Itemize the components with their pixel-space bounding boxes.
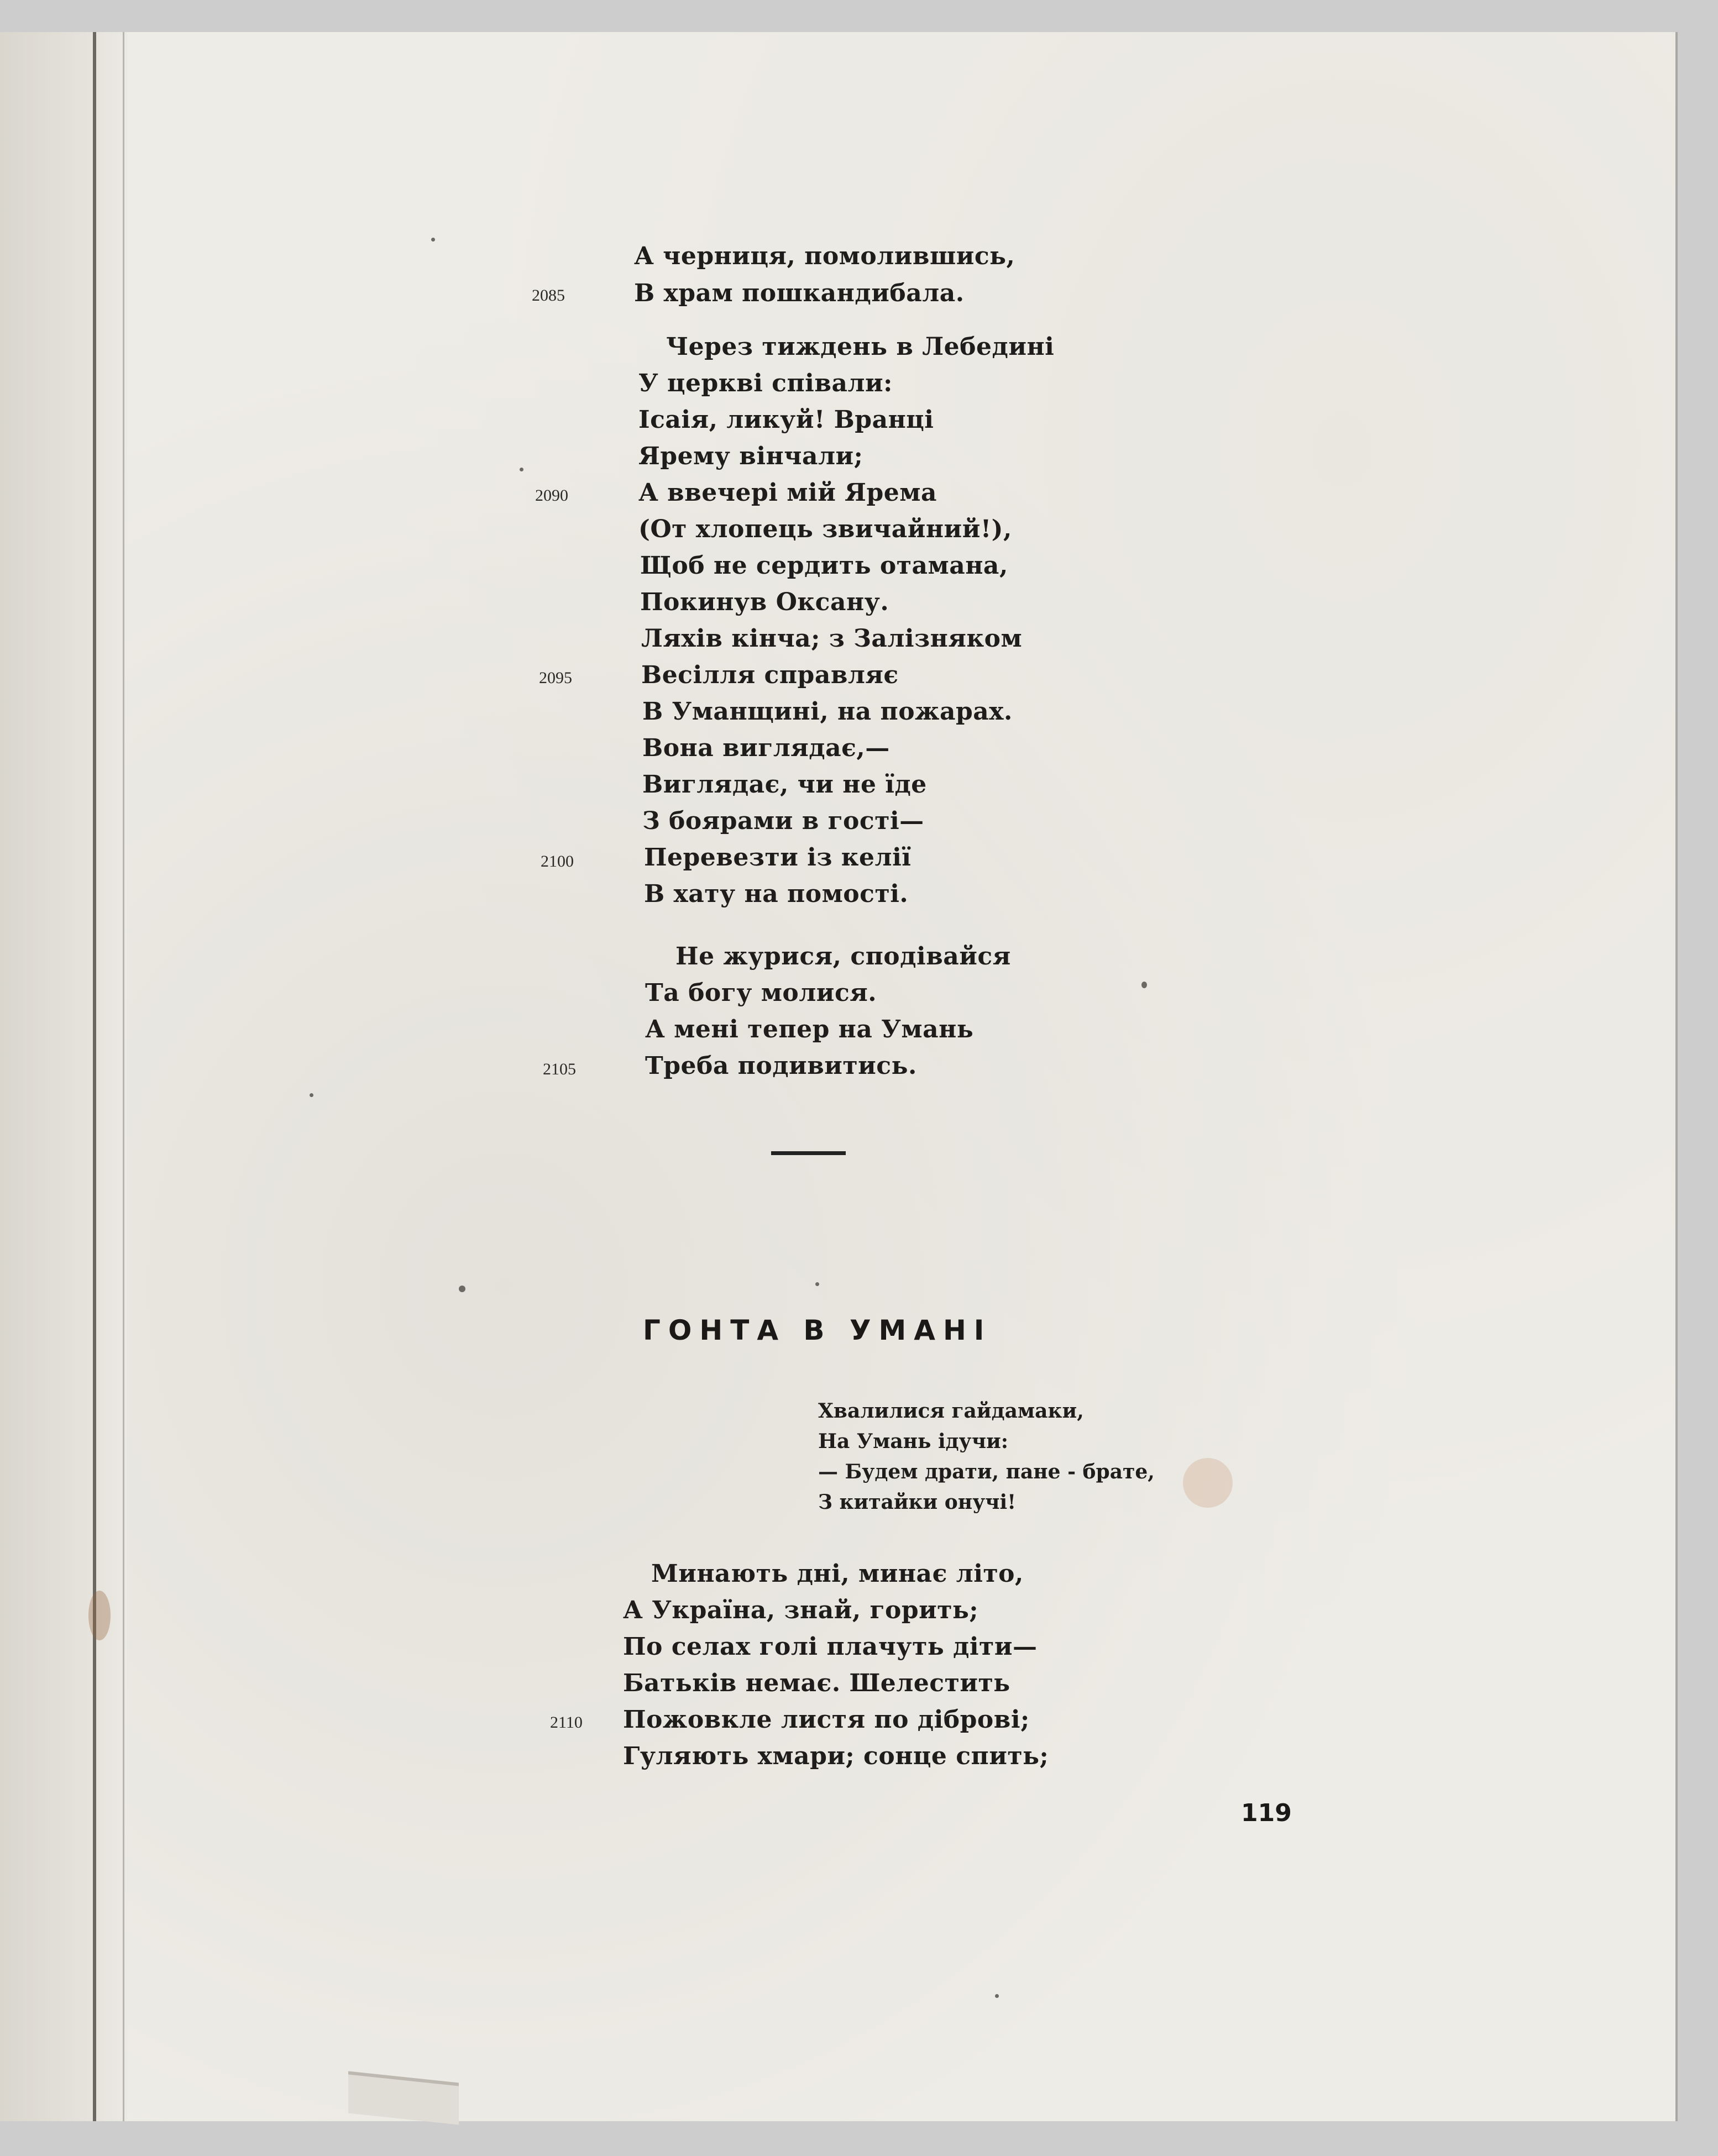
verse-line: А мені тепер на Умань [645,1015,974,1043]
verse-line: З боярами в гості— [642,807,924,835]
line-number: 2090 [535,486,568,505]
torn-corner [348,2071,459,2124]
paper-stain [88,1591,111,1640]
verse-line: Пожовкле листя по діброві; [623,1706,1030,1734]
verse-line: Треба подивитись. [645,1052,917,1080]
page-edge [1675,32,1678,2121]
paper-speck [995,1994,999,1998]
paper-speck [459,1286,465,1292]
paper-speck [520,468,523,471]
verse-line: Через тиждень в Лебедині [666,333,1055,361]
page-gutter [0,32,127,2121]
section-divider [771,1151,846,1155]
paper-speck [431,238,435,242]
paper-speck [815,1282,819,1286]
page-number: 119 [1241,1799,1292,1827]
verse-line: Ісаія, ликуй! Вранці [638,406,934,434]
verse-line: А черниця, помолившись, [634,242,1015,270]
line-number: 2110 [550,1713,583,1732]
verse-line: Та богу молися. [645,979,877,1007]
verse-line: Ляхів кінча; з Залізняком [641,625,1023,653]
line-number: 2105 [543,1060,576,1078]
line-number: 2095 [539,669,572,687]
epigraph-line: На Умань ідучи: [818,1430,1009,1453]
epigraph-line: — Будем драти, пане - брате, [818,1460,1155,1483]
verse-line: (От хлопець звичайний!), [638,515,1012,543]
verse-line: Не журися, сподівайся [675,942,1011,971]
paper-speck [1141,982,1147,988]
verse-line: В храм пошкандибала. [634,279,965,307]
verse-line: Вона виглядає,— [642,734,890,762]
verse-line: Перевезти із келії [644,843,912,872]
book-spine-shadow [123,32,124,2121]
verse-line: Виглядає, чи не їде [642,770,927,799]
paper-stain [1183,1458,1233,1508]
epigraph-line: З китайки онучі! [818,1491,1016,1514]
verse-line: Батьків немає. Шелестить [623,1669,1010,1697]
verse-line: В хату на помості. [644,880,909,908]
line-number: 2100 [541,852,574,870]
book-spine-line [93,32,96,2121]
verse-line: Весілля справляє [641,661,899,689]
verse-line: По селах голі плачуть діти— [623,1633,1038,1661]
verse-line: Покинув Оксану. [640,588,889,616]
verse-line: Ярему вінчали; [638,442,863,470]
verse-line: Минають дні, минає літо, [651,1560,1024,1588]
line-number: 2085 [532,286,565,305]
verse-line: А ввечері мій Ярема [638,479,937,507]
verse-line: Щоб не сердить отамана, [640,552,1008,580]
epigraph-line: Хвалилися гайдамаки, [818,1399,1084,1423]
paper-speck [310,1093,313,1097]
verse-line: А Україна, знай, горить; [623,1596,979,1624]
verse-line: У церкві співали: [638,369,893,397]
section-title: ГОНТА В УМАНІ [643,1314,992,1346]
verse-line: Гуляють хмари; сонце спить; [623,1742,1049,1770]
verse-line: В Уманщині, на пожарах. [642,697,1013,726]
